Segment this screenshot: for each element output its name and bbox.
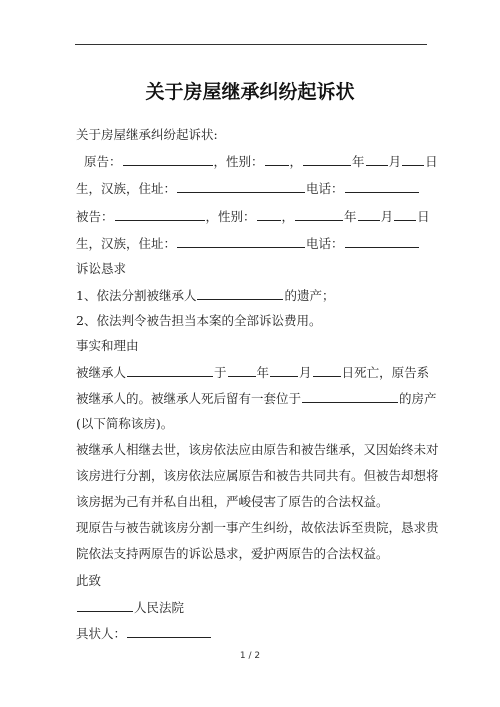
plaintiff-phone-label: 电话： bbox=[306, 181, 344, 196]
paragraph-3-line-1: 现原告与被告就该房分割一事产生纠纷，故依法诉至贵院，恳求贵 bbox=[76, 520, 439, 535]
paragraph-2-line-2: 该房进行分割，该房依法应属原告和被告共同共有。但被告却想将 bbox=[76, 468, 439, 483]
claim-1-text-b: 的遗产； bbox=[284, 288, 335, 303]
defendant-phone-blank[interactable] bbox=[345, 235, 419, 248]
header-rule bbox=[75, 44, 427, 45]
claim-1-text-a: 1、依法分割被继承人 bbox=[76, 288, 197, 303]
facts-1-d: 月 bbox=[299, 365, 312, 380]
defendant-address-blank[interactable] bbox=[177, 235, 305, 248]
facts-month-blank[interactable] bbox=[270, 364, 298, 377]
claim-1 bbox=[76, 287, 334, 304]
defendant-year-blank[interactable] bbox=[295, 208, 343, 221]
facts-line-2 bbox=[76, 390, 437, 407]
defendant-address-label: 生，汉族，住址： bbox=[76, 236, 177, 251]
paragraph-2-line-3: 该房据为己有并私自出租，严峻侵害了原告的合法权益。 bbox=[76, 494, 389, 509]
plaintiff-year-blank[interactable] bbox=[303, 153, 351, 166]
plaintiff-address-label: 生，汉族，住址： bbox=[76, 181, 177, 196]
defendant-month-label: 月 bbox=[380, 209, 394, 224]
document-title: 关于房屋继承纠纷起诉状 bbox=[145, 81, 355, 103]
defendant-line-1 bbox=[76, 208, 430, 225]
facts-property-location-blank[interactable] bbox=[302, 390, 398, 403]
facts-1-a: 被继承人 bbox=[76, 365, 127, 380]
facts-2-a: 被继承人的。被继承人死后留有一套位于 bbox=[76, 391, 302, 406]
claim-1-decedent-blank[interactable] bbox=[197, 287, 283, 300]
defendant-day-label: 日 bbox=[417, 209, 430, 224]
facts-2-b: 的房产 bbox=[399, 391, 437, 406]
plaintiff-day-label: 日 bbox=[425, 154, 438, 169]
defendant-name-blank[interactable] bbox=[115, 208, 205, 221]
court-line bbox=[76, 599, 184, 616]
court-name-blank[interactable] bbox=[77, 599, 133, 612]
claims-heading: 诉讼恳求 bbox=[76, 261, 127, 276]
claim-2: 2、依法判令被告担当本案的全部诉讼费用。 bbox=[76, 313, 322, 328]
defendant-line-2 bbox=[76, 235, 420, 252]
plaintiff-name-blank[interactable] bbox=[123, 153, 213, 166]
plaintiff-day-blank[interactable] bbox=[402, 153, 424, 166]
plaintiff-label: 原告： bbox=[84, 154, 122, 169]
facts-line-3: (以下简称该房)。 bbox=[76, 416, 174, 431]
defendant-day-blank[interactable] bbox=[394, 208, 416, 221]
facts-year-blank[interactable] bbox=[228, 364, 256, 377]
signer-line bbox=[76, 625, 212, 642]
signer-label: 具状人： bbox=[76, 626, 127, 641]
defendant-year-label: 年 bbox=[344, 209, 357, 224]
defendant-comma: ， bbox=[281, 209, 295, 224]
facts-1-e: 日死亡，原告系 bbox=[341, 365, 430, 380]
page-number: 1 / 2 bbox=[239, 651, 261, 661]
plaintiff-gender-blank[interactable] bbox=[265, 153, 289, 166]
paragraph-2-line-1: 被继承人相继去世，该房依法应由原告和被告继承，又因始终未对 bbox=[76, 442, 439, 457]
facts-1-b: 于 bbox=[214, 365, 227, 380]
plaintiff-comma: ， bbox=[289, 154, 303, 169]
plaintiff-phone-blank[interactable] bbox=[345, 180, 419, 193]
defendant-row bbox=[76, 208, 430, 225]
closing-salutation: 此致 bbox=[76, 573, 102, 588]
court-suffix: 人民法院 bbox=[134, 600, 185, 615]
plaintiff-year-label: 年 bbox=[352, 154, 365, 169]
plaintiff-line-2 bbox=[76, 180, 420, 197]
plaintiff-address-blank[interactable] bbox=[177, 180, 305, 193]
plaintiff-month-label: 月 bbox=[388, 154, 402, 169]
plaintiff-month-blank[interactable] bbox=[366, 153, 388, 166]
facts-decedent-blank[interactable] bbox=[127, 364, 213, 377]
plaintiff-gender-label: ，性别： bbox=[213, 154, 264, 169]
defendant-label: 被告： bbox=[76, 209, 114, 224]
signer-blank[interactable] bbox=[127, 625, 211, 638]
defendant-month-blank[interactable] bbox=[358, 208, 380, 221]
facts-heading: 事实和理由 bbox=[76, 338, 139, 353]
facts-line-1 bbox=[76, 364, 429, 381]
paragraph-3-line-2: 院依法支持两原告的诉讼恳求，爱护两原告的合法权益。 bbox=[76, 546, 389, 561]
defendant-gender-blank[interactable] bbox=[257, 208, 281, 221]
facts-1-c: 年 bbox=[256, 365, 270, 380]
defendant-phone-label: 电话： bbox=[306, 236, 344, 251]
plaintiff-row bbox=[76, 153, 438, 170]
document-heading: 关于房屋继承纠纷起诉状: bbox=[76, 127, 218, 142]
defendant-gender-label: ，性别： bbox=[205, 209, 256, 224]
facts-day-blank[interactable] bbox=[313, 364, 341, 377]
plaintiff-line-1 bbox=[76, 153, 438, 170]
